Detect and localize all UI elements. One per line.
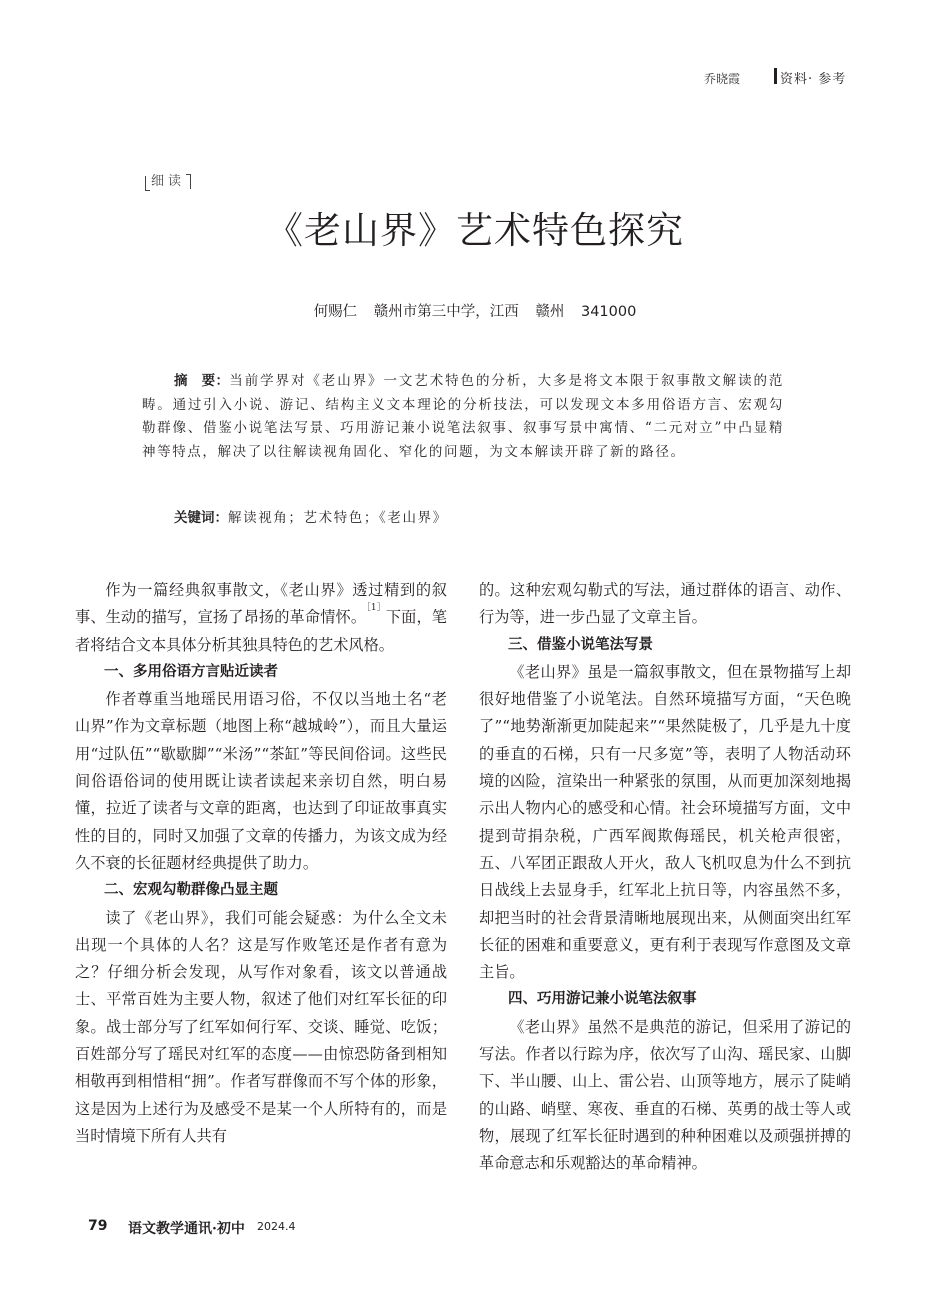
body-column-left xyxy=(75,577,447,1150)
running-header-author: 乔晓霞 xyxy=(704,72,741,86)
abstract-text: 当前学界对《老山界》一文艺术特色的分析，大多是将文本限于叙事散文解读的范畴。通过引入小说、游记、结构主义文本理论的分析技法，可以发现文本多用俗语方言、宏观勾勒群像、借鉴小说笔法写景、巧用游记兼小说笔法叙事、叙事写景中寓情、“二元对立”中凸显精神等特点，解决了以往解读视角固化、窄化的问题，为文本解读开辟了新的路径。 xyxy=(142,373,784,460)
paragraph-section-1: 作者尊重当地瑶民用语习俗，不仅以当地土名“老山界”作为文章标题（地图上称“越城岭”），而且大量运用“过队伍”“歇歇脚”“米汤”“茶缸”等民间俗词。这些民间俗语俗词的使用既让读者读起来亲切自然，明白易懂，拉近了读者与文章的距离，也达到了印证故事真实性的目的，同时又加强了文章的传播力，为该文成为经久不衰的长征题材经典提供了助力。 xyxy=(75,690,447,872)
citation-ref: ［1］ xyxy=(366,603,386,614)
running-header-section: 资料· 参考 xyxy=(780,72,847,87)
body-column-right xyxy=(479,577,851,1178)
byline-author: 何赐仁 xyxy=(313,304,358,320)
paragraph-section-2: 读了《老山界》，我们可能会疑惑：为什么全文未出现一个具体的人名？这是写作败笔还是作者有意为之？仔细分析会发现，从写作对象看，该文以普通战士、平常百姓为主要人物，叙述了他们对红军长征的印象。战士部分写了红军如何行军、交谈、睡觉、吃饭；百姓部分写了瑶民对红军的态度——由惊恐防备到相知相敬再到相惜相“拥”。作者写群像而不写个体的形象，这是因为上述行为及感受不是某一个人所特有的，而是当时情境下所有人共有 xyxy=(75,908,447,1145)
article-title: 《老山界》艺术特色探究 xyxy=(266,209,684,252)
byline-affiliation: 赣州市第三中学，江西 xyxy=(373,304,519,320)
keywords-label: 关键词： xyxy=(174,510,228,526)
abstract-label: 摘 要： xyxy=(174,373,230,389)
footer-issue: 2024.4 xyxy=(257,1220,296,1233)
keywords-text: 解读视角；艺术特色；《老山界》 xyxy=(228,510,448,526)
footer-page-number: 79 xyxy=(88,1218,108,1234)
footer-journal-name: 语文教学通讯·初中 xyxy=(128,1221,245,1237)
column-tag: 细读 xyxy=(145,172,191,192)
section-heading-4: 四、巧用游记兼小说笔法叙事 xyxy=(508,991,697,1008)
paragraph-intro xyxy=(75,577,447,659)
section-heading-1: 一、多用俗语方言贴近读者 xyxy=(104,663,278,680)
paragraph-section-4: 《老山界》虽然不是典范的游记，但采用了游记的写法。作者以行踪为序，依次写了山沟、瑶民家、山脚下、半山腰、山上、雷公岩、山顶等地方，展示了陡峭的山路、峭壁、寒夜、垂直的石梯、英勇的战士等人或物，展现了红军长征时遇到的种种困难以及顽强拼搏的革命意志和乐观豁达的革命精神。 xyxy=(479,1017,851,1173)
paragraph-intro-a: 作为一篇经典叙事散文，《老山界》透过精到的叙事、生动的描写，宣扬了昂扬的革命情怀。 xyxy=(75,581,447,627)
section-heading-3: 三、借鉴小说笔法写景 xyxy=(508,636,653,653)
byline-city: 赣州 xyxy=(535,304,565,320)
keywords xyxy=(142,507,784,531)
paragraph-section-3: 《老山界》虽是一篇叙事散文，但在景物描写上却很好地借鉴了小说笔法。自然环境描写方面，“天色晚了”“地势渐渐更加陡起来”“果然陡极了，几乎是九十度的垂直的石梯，只有一尺多宽”等，表明了人物活动环境的凶险，渲染出一种紧张的氛围，从而更加深刻地揭示出人物内心的感受和心情。社会环境描写方面，文中提到苛捐杂税，广西军阀欺侮瑶民，机关枪声很密，五、八军团正跟敌人开火，敌人飞机叹息为什么不到抗日战线上去显身手，红军北上抗日等，内容虽然不多，却把当时的社会背景清晰地展现出来，从侧面突出红军长征的困难和重要意义，更有利于表现写作意图及文章主旨。 xyxy=(479,662,851,982)
byline-postcode: 341000 xyxy=(580,304,637,320)
section-heading-2: 二、宏观勾勒群像凸显主题 xyxy=(104,882,278,899)
paragraph-intro-b: 下面，笔者将结合文本具体分析其独具特色的艺术风格。 xyxy=(75,608,447,654)
byline xyxy=(0,300,950,321)
running-header-bar xyxy=(774,68,777,84)
paragraph-section-2-cont: 的。这种宏观勾勒式的写法，通过群体的语言、动作、行为等，进一步凸显了文章主旨。 xyxy=(479,581,851,627)
abstract xyxy=(142,370,784,464)
